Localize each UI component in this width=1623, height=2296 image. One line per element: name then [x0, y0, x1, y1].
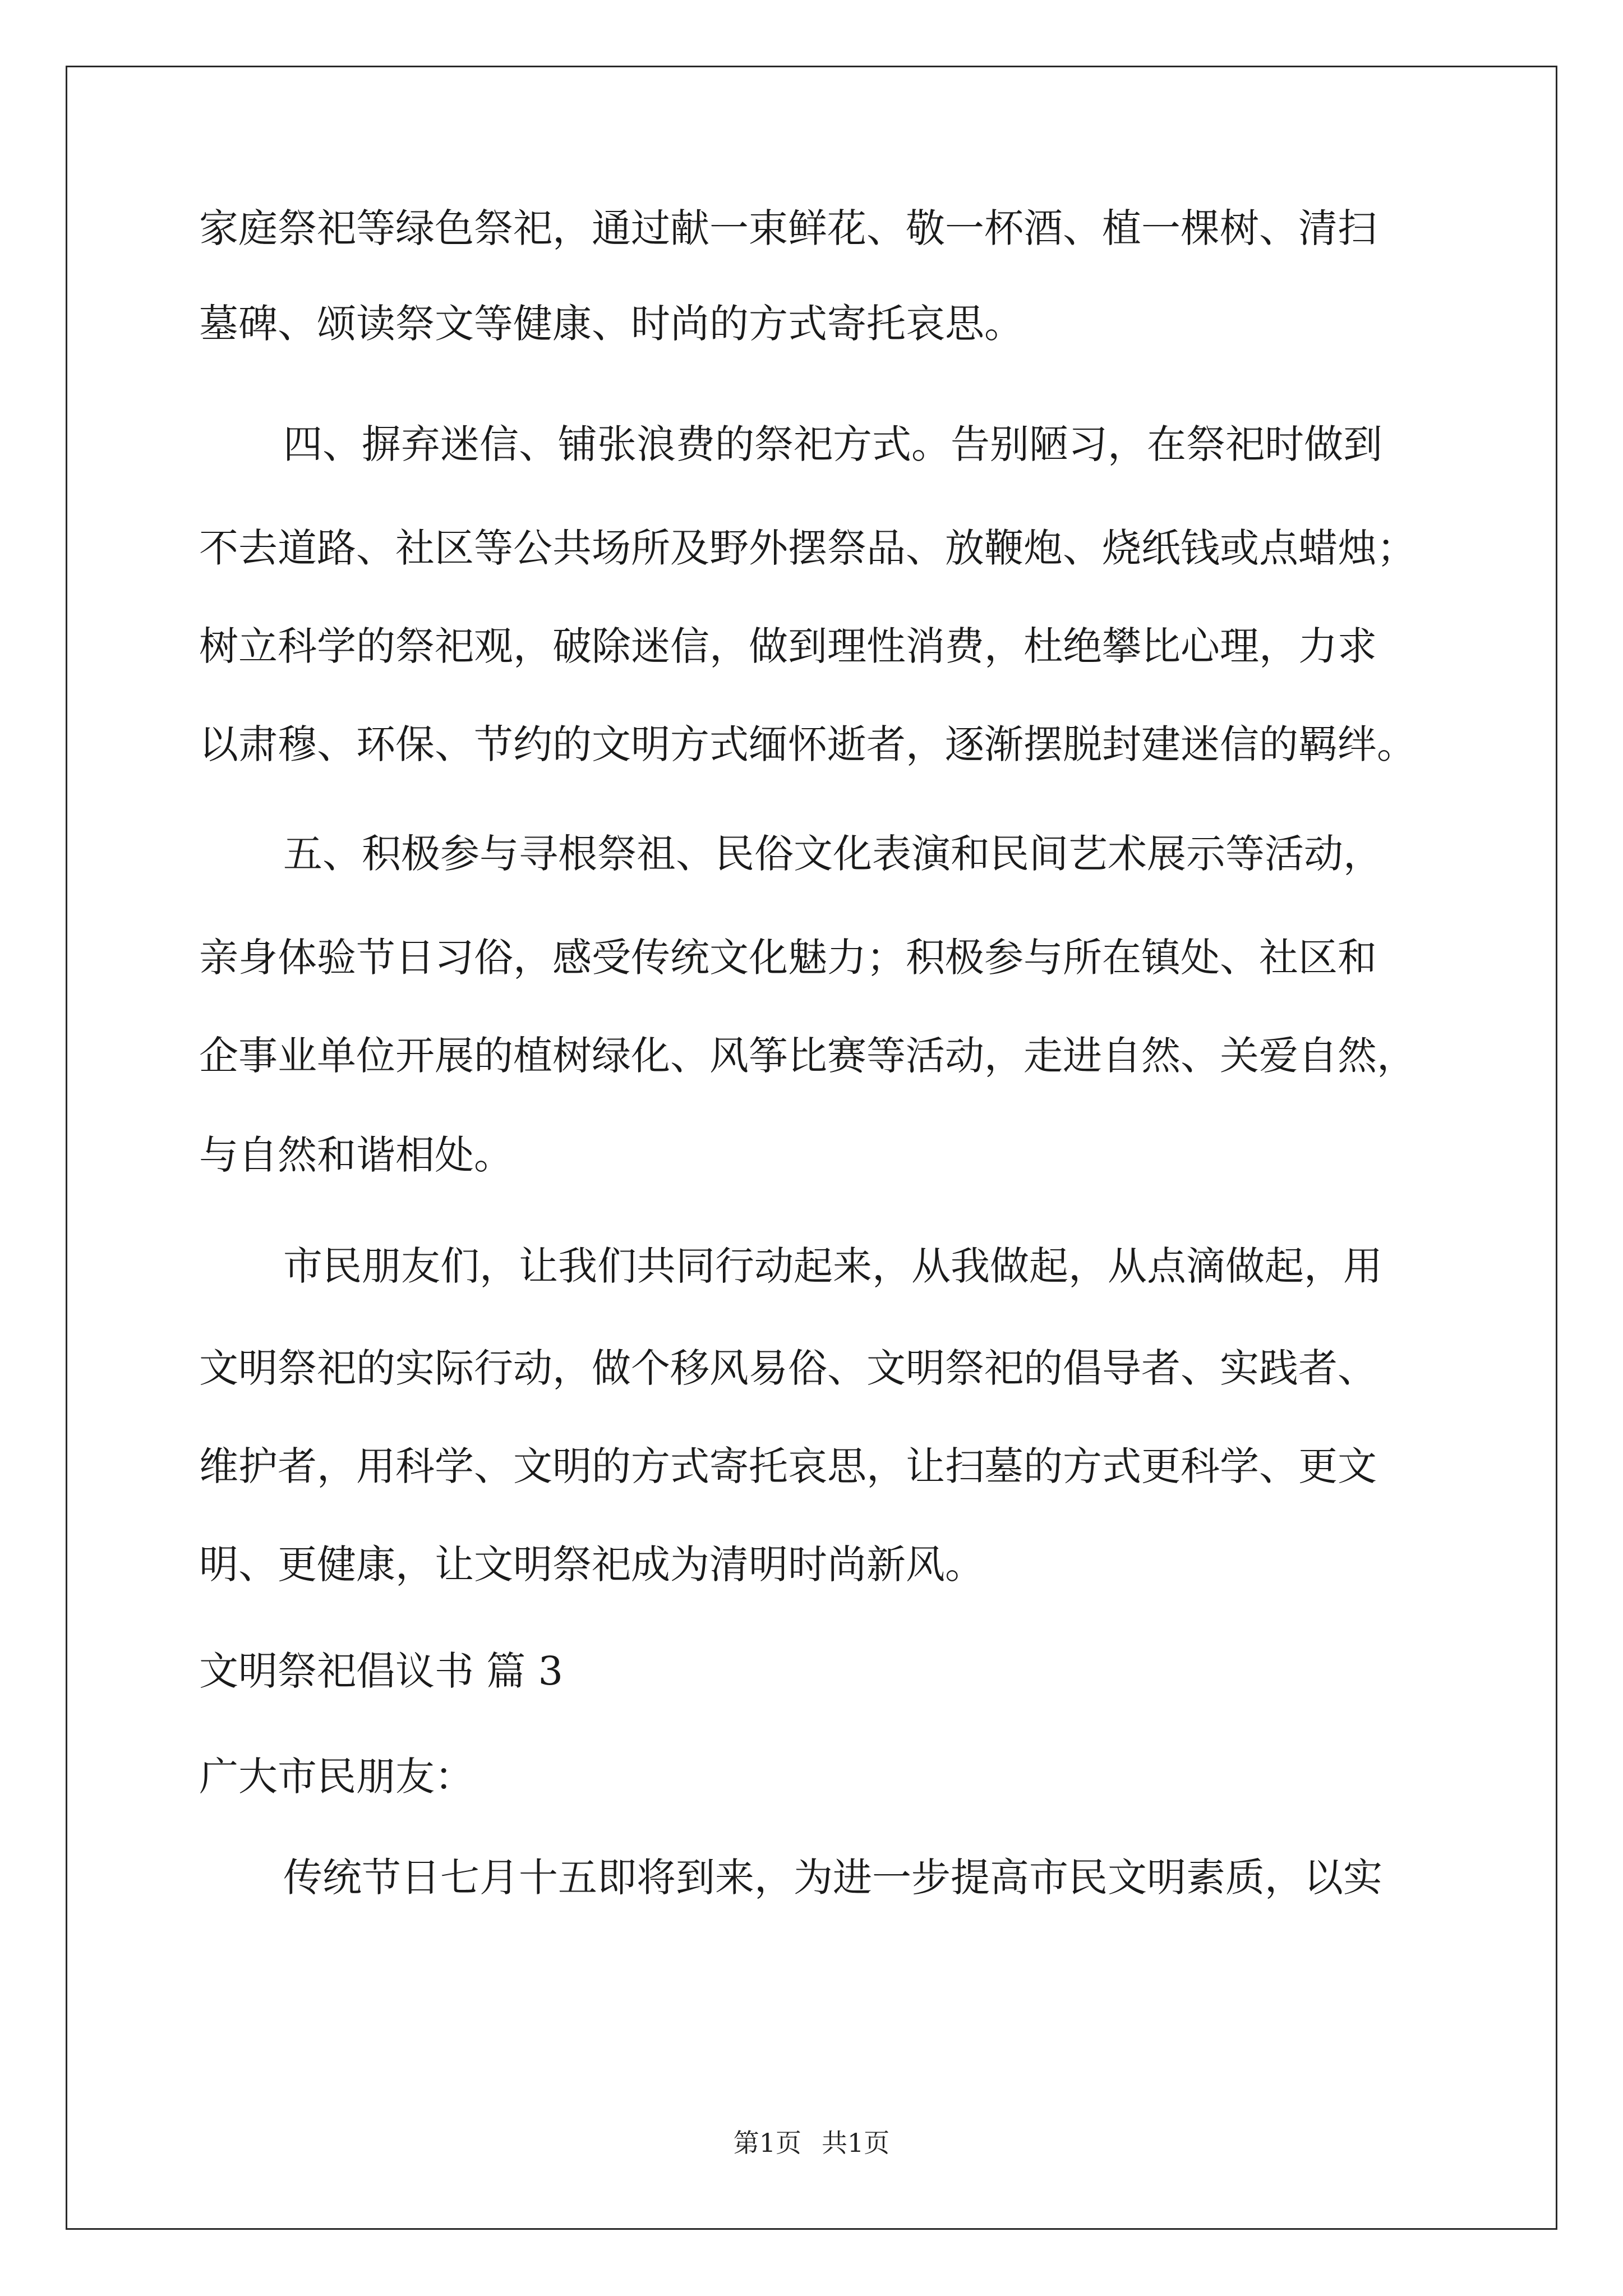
paragraph-line: 明、更健康，让文明祭祀成为清明时尚新风。 [199, 1542, 984, 1588]
paragraph-line: 与自然和谐相处。 [199, 1132, 513, 1178]
paragraph-line: 墓碑、颂读祭文等健康、时尚的方式寄托哀思。 [199, 301, 1023, 347]
paragraph-line: 亲身体验节日习俗，感受传统文化魅力；积极参与所在镇处、社区和 [199, 935, 1377, 981]
paragraph-line: 市民朋友们，让我们共同行动起来，从我做起，从点滴做起，用 [283, 1243, 1382, 1289]
page-total: 共1页 [822, 2128, 890, 2158]
paragraph-line: 家庭祭祀等绿色祭祀，通过献一束鲜花、敬一杯酒、植一棵树、清扫 [199, 205, 1377, 251]
paragraph-line: 传统节日七月十五即将到来，为进一步提高市民文明素质，以实 [283, 1855, 1382, 1901]
paragraph-line: 以肃穆、环保、节约的文明方式缅怀逝者，逐渐摆脱封建迷信的羁绊。 [199, 721, 1416, 767]
page-number: 第1页 [733, 2128, 801, 2158]
paragraph-line: 维护者，用科学、文明的方式寄托哀思，让扫墓的方式更科学、更文 [199, 1443, 1377, 1489]
paragraph-line: 文明祭祀的实际行动，做个移风易俗、文明祭祀的倡导者、实践者、 [199, 1345, 1377, 1391]
page-footer [0, 2129, 1623, 2157]
paragraph-line: 不去道路、社区等公共场所及野外摆祭品、放鞭炮、烧纸钱或点蜡烛； [199, 525, 1416, 571]
paragraph-line: 四、摒弃迷信、铺张浪费的祭祀方式。告别陋习，在祭祀时做到 [283, 421, 1382, 467]
section-heading: 文明祭祀倡议书 篇 3 [199, 1648, 564, 1694]
paragraph-line: 五、积极参与寻根祭祖、民俗文化表演和民间艺术展示等活动， [283, 831, 1382, 877]
salutation: 广大市民朋友： [199, 1754, 474, 1800]
paragraph-line: 树立科学的祭祀观，破除迷信，做到理性消费，杜绝攀比心理，力求 [199, 623, 1377, 669]
paragraph-line: 企事业单位开展的植树绿化、风筝比赛等活动，走进自然、关爱自然， [199, 1033, 1416, 1079]
